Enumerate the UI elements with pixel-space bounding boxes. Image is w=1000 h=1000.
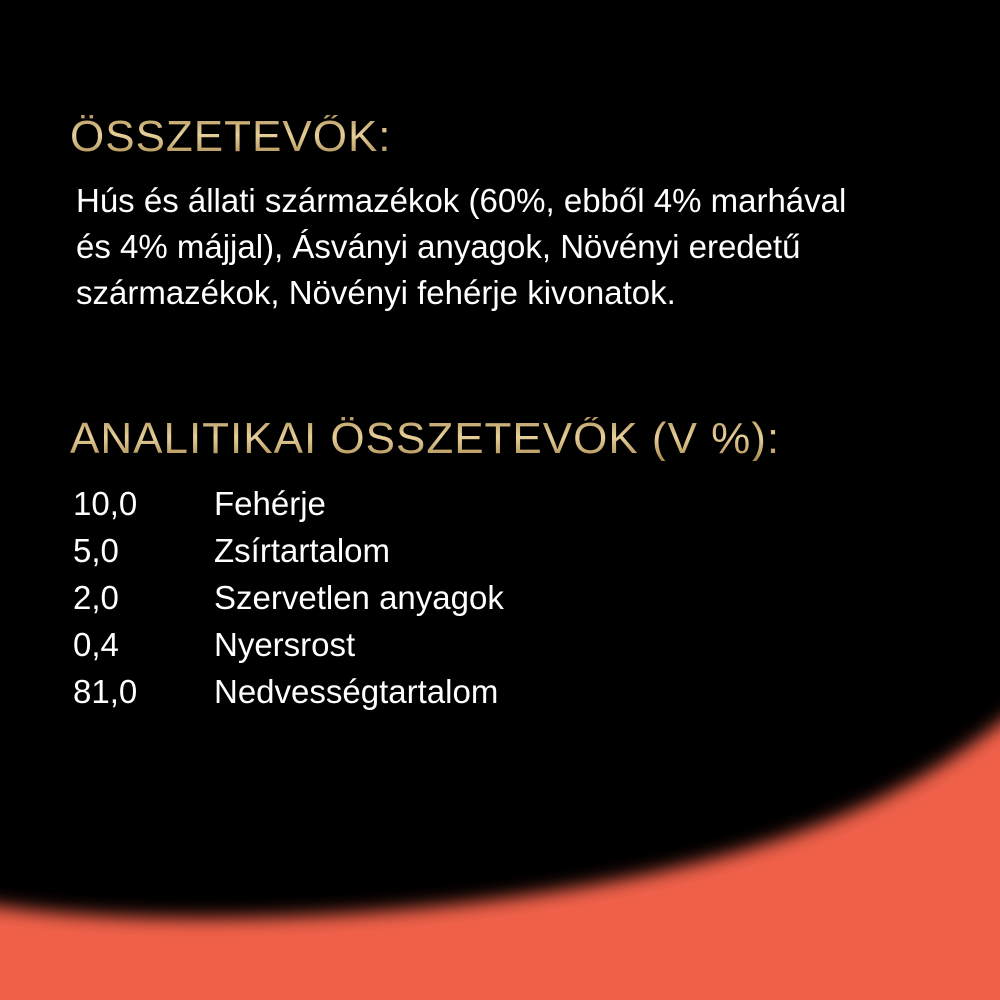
nutrient-row-fat <box>73 527 504 574</box>
analytical-constituents-list <box>73 480 504 715</box>
nutrient-value: 5,0 <box>73 532 119 569</box>
nutrient-name: Zsírtartalom <box>214 532 391 569</box>
nutrient-row-ash <box>73 574 504 621</box>
nutrient-name: Fehérje <box>214 485 326 522</box>
nutrient-name: Nyersrost <box>214 626 356 663</box>
nutrient-row-moisture <box>73 668 504 715</box>
nutrient-value: 81,0 <box>73 673 138 710</box>
analytical-constituents-heading: ANALITIKAI ÖSSZETEVŐK (V %): <box>70 414 781 463</box>
ingredients-text: Hús és állati származékok (60%, ebből 4% marhával és 4% májjal), Ásványi anyagok, Növényi eredetű származékok, Növényi fehérje kivonatok. <box>76 182 847 311</box>
nutrient-value: 0,4 <box>73 626 119 663</box>
ingredients-heading: ÖSSZETEVŐK: <box>70 112 392 161</box>
nutrient-name: Szervetlen anyagok <box>214 579 504 616</box>
nutrient-value: 10,0 <box>73 485 138 522</box>
nutrient-row-fibre <box>73 621 504 668</box>
nutrient-row-protein <box>73 480 504 527</box>
nutrient-name: Nedvességtartalom <box>214 673 499 710</box>
nutrient-value: 2,0 <box>73 579 119 616</box>
